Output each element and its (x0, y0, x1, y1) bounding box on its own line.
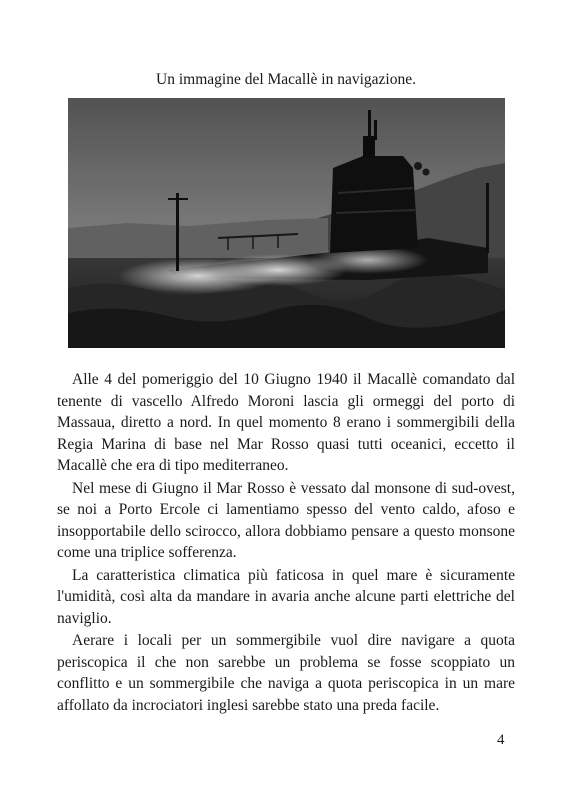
paragraph: Nel mese di Giugno il Mar Rosso è vessato dal monsone di sud-ovest, se noi a Porto Ercole ci lamentiamo spesso del vento caldo, afoso e insopportabile dello scirocco, allora dobbiamo pensare a questo monsone come una triplice sofferenza. (57, 479, 515, 561)
page-number: 4 (497, 732, 505, 748)
photo-caption: Un immagine del Macallè in navigazione. (156, 71, 416, 88)
paragraph: Alle 4 del pomeriggio del 10 Giugno 1940 il Macallè comandato dal tenente di vascello Alfredo Moroni lascia gli ormeggi del porto di Massaua, diretto a nord. In quel momento 8 erano i sommergibili della Regia Marina di base nel Mar Rosso quasi tutti oceanici, eccetto il Macallè che era di tipo mediterraneo. (57, 371, 515, 474)
paragraph: Aerare i locali per un sommergibile vuol dire navigare a quota periscopica il che non sarebbe un problema se fosse scoppiato un conflitto e un sommergibile che naviga a quota periscopica in un mare affollato da incrociatori inglesi sarebbe stato una preda facile. (57, 632, 515, 714)
paragraph: La caratteristica climatica più faticosa in quel mare è sicuramente l'umidità, così alta da mandare in avaria anche alcune parti elettriche del naviglio. (57, 566, 515, 627)
submarine-photo (68, 98, 505, 348)
article-body (57, 369, 515, 717)
